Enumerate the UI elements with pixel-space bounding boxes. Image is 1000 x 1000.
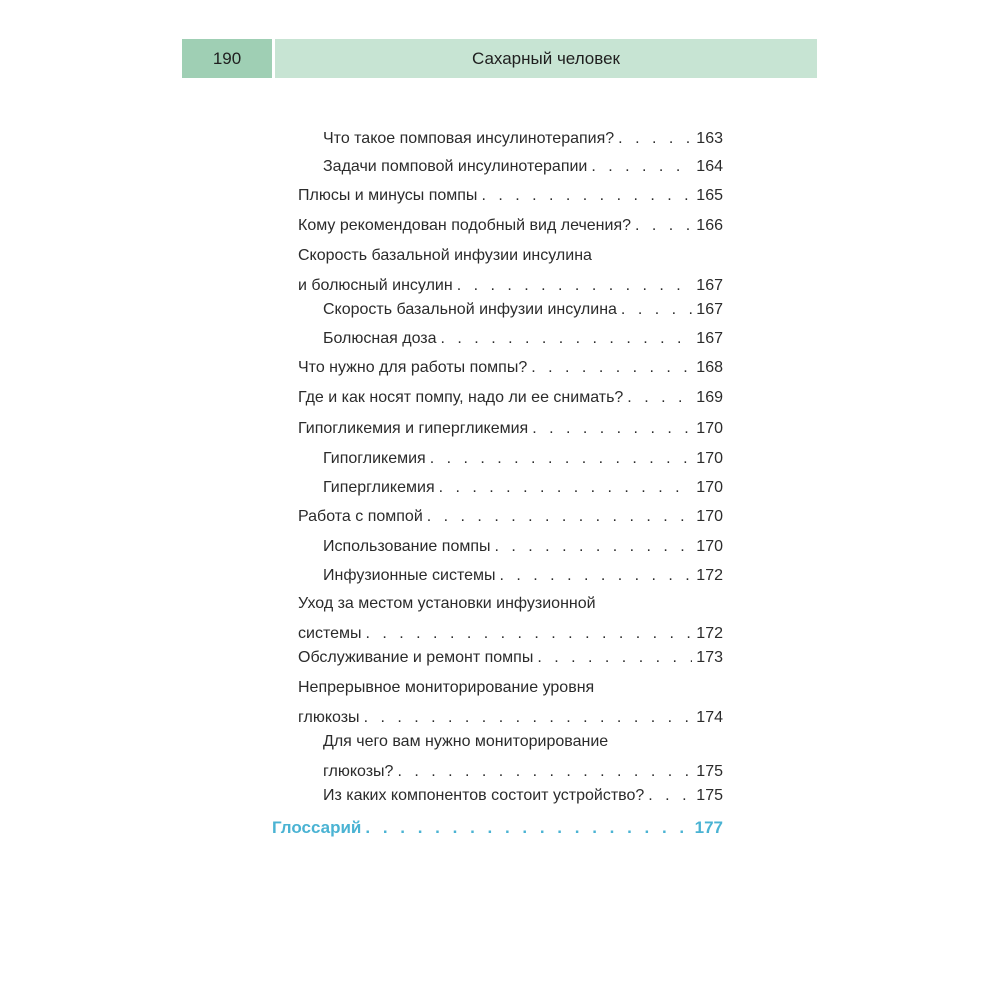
toc-entry-title: Что нужно для работы помпы?	[298, 359, 528, 376]
toc-entry-title: Уход за местом установки инфузионной	[298, 595, 596, 612]
leader-dots	[532, 417, 692, 441]
toc-entry-page: 174	[696, 709, 723, 726]
toc-entry-title: Задачи помповой инсулинотерапии	[323, 158, 588, 175]
toc-entry[interactable]	[298, 564, 723, 588]
leader-dots	[635, 214, 692, 238]
toc-entry[interactable]	[298, 646, 723, 670]
toc-entry-page: 168	[696, 359, 723, 376]
leader-dots	[531, 356, 692, 380]
toc-entry-page: 167	[696, 330, 723, 347]
leader-dots	[397, 760, 692, 784]
toc-entry[interactable]	[298, 184, 723, 208]
leader-dots	[648, 784, 692, 808]
toc-entry[interactable]	[298, 155, 723, 179]
leader-dots	[500, 564, 693, 588]
toc-entry[interactable]	[298, 244, 723, 298]
toc-entry[interactable]	[298, 535, 723, 559]
leader-dots	[627, 386, 692, 410]
toc-entry-page: 167	[696, 277, 723, 294]
toc-entry-page: 172	[696, 567, 723, 584]
toc-entry-page: 170	[696, 508, 723, 525]
toc-entry-title: Непрерывное мониторирование уровня	[298, 679, 595, 696]
leader-dots	[365, 622, 692, 646]
book-title: Сахарный человек	[275, 39, 817, 78]
toc-entry-title: глюкозы	[298, 709, 360, 726]
toc-entry-title: Плюсы и минусы помпы	[298, 187, 478, 204]
toc-entry-title: Гипогликемия и гипергликемия	[298, 420, 529, 437]
toc-entry-title: Работа с помпой	[298, 508, 423, 525]
toc-entry[interactable]	[298, 505, 723, 529]
toc-entry-page: 166	[696, 217, 723, 234]
toc-entry-title: Гипергликемия	[323, 479, 435, 496]
toc-entry[interactable]	[298, 417, 723, 441]
leader-dots	[441, 327, 693, 351]
leader-dots	[495, 535, 693, 559]
toc-entry-page: 170	[696, 538, 723, 555]
leader-dots	[621, 298, 692, 322]
leader-dots	[430, 447, 693, 471]
toc-entry[interactable]	[298, 784, 723, 808]
toc-entry-title: Обслуживание и ремонт помпы	[298, 649, 534, 666]
toc-entry-page: 169	[696, 389, 723, 406]
toc-entry-title: Инфузионные системы	[323, 567, 496, 584]
leader-dots	[591, 155, 692, 179]
toc-entry[interactable]	[298, 447, 723, 471]
leader-dots	[365, 818, 690, 838]
toc-entry-page: 175	[696, 787, 723, 804]
toc-entry-title: Гипогликемия	[323, 450, 426, 467]
toc-entry[interactable]	[298, 730, 723, 784]
toc-entry-page: 170	[696, 450, 723, 467]
toc-entry-page: 173	[696, 649, 723, 666]
leader-dots	[537, 646, 692, 670]
toc-entry-title: Где и как носят помпу, надо ли ее снимать?	[298, 389, 624, 406]
page-number: 190	[182, 39, 272, 78]
toc-entry[interactable]	[298, 592, 723, 646]
toc-entry[interactable]	[298, 127, 723, 151]
toc-entry-title: Болюсная доза	[323, 330, 437, 347]
toc-entry[interactable]	[298, 476, 723, 500]
leader-dots	[457, 274, 693, 298]
leader-dots	[427, 505, 693, 529]
toc-entry-title: Использование помпы	[323, 538, 491, 555]
toc-entry-page: 175	[696, 763, 723, 780]
toc-entry-page: 163	[696, 130, 723, 147]
toc-entry-title: Скорость базальной инфузии инсулина	[323, 301, 617, 318]
leader-dots	[618, 127, 692, 151]
toc-entry-title: Кому рекомендован подобный вид лечения?	[298, 217, 632, 234]
toc-entry-title: Скорость базальной инфузии инсулина	[298, 247, 592, 264]
toc-entry[interactable]	[298, 356, 723, 380]
toc-entry-title: и болюсный инсулин	[298, 277, 453, 294]
leader-dots	[439, 476, 693, 500]
page-header	[182, 39, 817, 78]
glossary-page: 177	[694, 818, 723, 837]
toc-entry-title: Что такое помповая инсулинотерапия?	[323, 130, 615, 147]
toc-entry-page: 172	[696, 625, 723, 642]
toc-entry-title: глюкозы?	[323, 763, 394, 780]
toc-entry[interactable]	[298, 298, 723, 322]
toc-entry[interactable]	[298, 327, 723, 351]
toc-entry[interactable]	[298, 214, 723, 238]
toc-entry[interactable]	[298, 386, 723, 410]
toc-entry-page: 165	[696, 187, 723, 204]
toc-entry-title: Для чего вам нужно мониторирование	[323, 733, 609, 750]
leader-dots	[364, 706, 693, 730]
toc-entry-page: 167	[696, 301, 723, 318]
toc-entry-page: 164	[696, 158, 723, 175]
glossary-entry[interactable]	[272, 818, 723, 838]
toc-entry-page: 170	[696, 420, 723, 437]
glossary-label: Глоссарий	[272, 818, 362, 837]
toc-entry-page: 170	[696, 479, 723, 496]
toc-entry[interactable]	[298, 676, 723, 730]
leader-dots	[481, 184, 692, 208]
toc-entry-title: системы	[298, 625, 362, 642]
toc-entry-title: Из каких компонентов состоит устройство?	[323, 787, 645, 804]
